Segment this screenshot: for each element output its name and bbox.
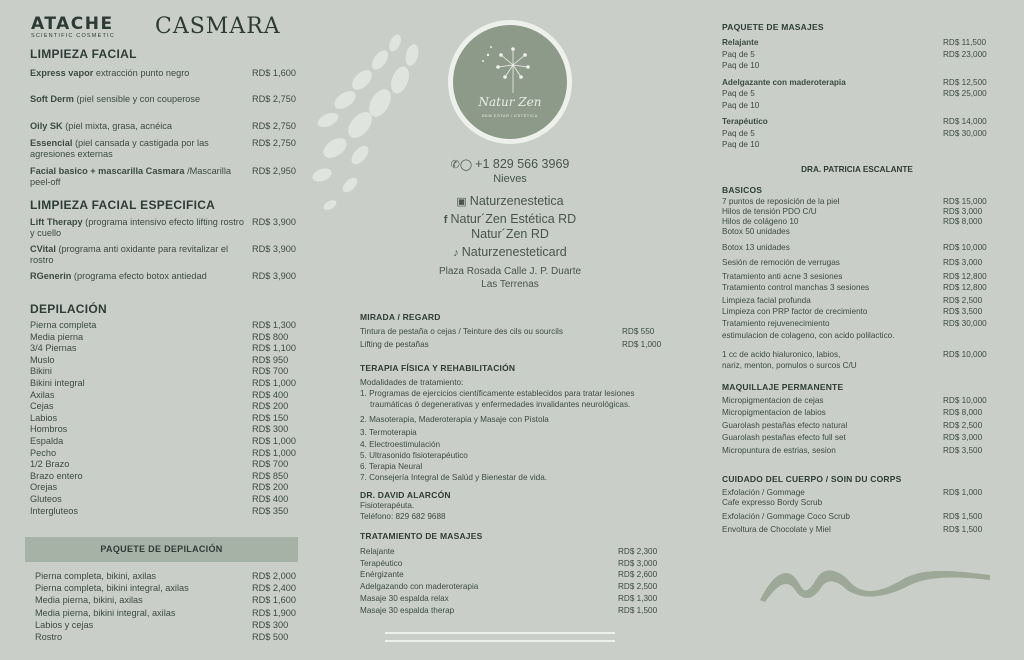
service-name: Lift Therapy xyxy=(30,217,83,227)
service-price: RD$ 1,000 xyxy=(622,340,662,349)
service-price: RD$ 12,800 xyxy=(943,283,987,292)
section-title-mirada: MIRADA / REGARD xyxy=(360,312,441,322)
service-price: RD$ 15,000 xyxy=(943,197,987,206)
logo-tagline: BEM ESTAR / ESTÉTICA xyxy=(482,113,538,118)
brand-logos xyxy=(25,14,300,40)
service-price: RD$ 12,800 xyxy=(943,272,987,281)
service-price: RD$ 2,500 xyxy=(618,582,658,592)
service-price: RD$ 3,500 xyxy=(943,445,983,455)
facebook-icon: f xyxy=(443,214,448,226)
service-price: RD$ 2,500 xyxy=(943,420,983,430)
section-title-limpieza-facial: LIMPIEZA FACIAL xyxy=(30,47,137,61)
atache-logo: ATACHE xyxy=(31,14,114,34)
service-price: RD$ 2,600 xyxy=(618,570,658,580)
service-name: Media pierna, bikini, axilas xyxy=(35,595,143,606)
service-name: Pierna completa xyxy=(30,320,97,330)
service-price: RD$ 2,500 xyxy=(943,296,983,305)
service-name: Rostro xyxy=(35,632,63,642)
service-name: Sesión de remoción de verrugas xyxy=(722,258,840,267)
instagram-icon: ▣ xyxy=(456,196,467,208)
contact-phone[interactable]: ✆◯ +1 829 566 3969 xyxy=(450,157,570,171)
service-price: RD$ 3,500 xyxy=(943,307,983,316)
service-name: Cafe expresso Bordy Scrub xyxy=(722,498,823,507)
service-price: RD$ 2,750 xyxy=(252,138,296,148)
service-name: Orejas xyxy=(30,482,58,493)
service-price: RD$ 400 xyxy=(252,494,289,504)
service-name: Hombros xyxy=(30,424,68,435)
service-price: RD$ 300 xyxy=(252,619,289,630)
section-title-limpieza-especifica: LIMPIEZA FACIAL ESPECIFICA xyxy=(30,198,216,212)
service-name: Botox 13 unidades xyxy=(722,243,790,252)
service-price: RD$ 1,600 xyxy=(252,68,296,78)
package-sub-price: RD$ 30,000 xyxy=(943,128,987,138)
package-sub-price: RD$ 23,000 xyxy=(943,49,987,59)
service-price: RD$ 3,900 xyxy=(252,271,296,281)
service-name: Hilos de tensión PDO C/U xyxy=(722,207,817,216)
casmara-logo: CASMARA xyxy=(155,14,281,39)
service-price: RD$ 3,000 xyxy=(618,558,658,568)
service-name: Exfolación / Gommage Coco Scrub xyxy=(722,512,850,521)
service-description: (programa efecto botox antiedad xyxy=(73,271,207,281)
service-description: (piel sensible y con couperose xyxy=(76,94,201,104)
package-price: RD$ 14,000 xyxy=(943,117,987,126)
service-name: Tratamiento anti acne 3 sesiones xyxy=(722,272,843,281)
section-title-paquete-masajes: PAQUETE DE MASAJES xyxy=(722,22,824,32)
service-price: RD$ 400 xyxy=(252,389,289,400)
package-name: Relajante xyxy=(722,38,759,47)
service-price: RD$ 1,000 xyxy=(252,436,296,446)
service-price: RD$ 550 xyxy=(622,327,655,336)
tiktok-icon: ♪ xyxy=(453,247,459,259)
service-price: RD$ 1,000 xyxy=(943,488,983,497)
service-price: RD$ 30,000 xyxy=(943,319,987,328)
service-price: RD$ 1,600 xyxy=(252,595,296,606)
service-name: Tintura de pestaña o cejas / Teinture des cils ou sourcils xyxy=(360,327,563,336)
therapy-text: 4. Electroestimulación xyxy=(360,440,441,449)
therapy-text: 7. Consejería Integral de Salúd y Bienestar de vida. xyxy=(360,473,548,482)
service-name: estimulacion de colageno, con acido polilactico. xyxy=(722,331,895,340)
service-price: RD$ 2,000 xyxy=(252,571,296,581)
service-name: Relajante xyxy=(360,547,395,556)
service-name: Hilos de colágeno 10 xyxy=(722,217,799,226)
section-title-depilacion: DEPILACIÓN xyxy=(30,302,108,316)
service-name: Brazo entero xyxy=(30,470,83,481)
service-name: Tratamiento control manchas 3 sesiones xyxy=(722,283,870,292)
section-title-basicos: BASICOS xyxy=(722,185,763,195)
service-name: Micropigmentacion de cejas xyxy=(722,396,824,405)
service-name: Enérgizante xyxy=(360,570,404,580)
service-name: CVital xyxy=(30,244,56,254)
package-sub-name: Paq de 5 xyxy=(722,89,755,98)
service-price: RD$ 3,900 xyxy=(252,244,296,254)
service-price: RD$ 150 xyxy=(252,412,289,423)
contact-name: Nieves xyxy=(493,173,527,185)
package-sub-price: RD$ 25,000 xyxy=(943,89,987,98)
atache-logo-subtitle: SCIENTIFIC COSMETIC xyxy=(31,33,115,39)
service-price: RD$ 800 xyxy=(252,331,289,342)
therapy-text: 5. Ultrasonido fisioterapéutico xyxy=(360,451,468,460)
service-name: 3/4 Piernas xyxy=(30,343,77,354)
service-price: RD$ 950 xyxy=(252,354,289,365)
service-name: Micropigmentacion de labios xyxy=(722,408,826,418)
service-name: Tratamiento rejuvenecimiento xyxy=(722,319,830,328)
package-sub-name: Paq de 10 xyxy=(722,100,760,110)
section-title-terapia: TERAPIA FÍSICA Y REHABILITACIÓN xyxy=(360,363,516,373)
service-name: Masaje 30 espalda relax xyxy=(360,593,449,603)
service-name: Oily SK xyxy=(30,121,63,131)
service-price: RD$ 1,500 xyxy=(943,525,983,534)
section-title-maquillaje: MAQUILLAJE PERMANENTE xyxy=(722,382,844,392)
service-name: Limpieza con PRP factor de crecimiento xyxy=(722,307,868,316)
service-name: Essencial xyxy=(30,138,73,148)
service-price: RD$ 8,000 xyxy=(943,217,983,226)
service-price: RD$ 1,100 xyxy=(252,343,296,354)
service-price: RD$ 3,000 xyxy=(943,258,983,267)
service-name: Labios xyxy=(30,412,58,423)
package-sub-name: Paq de 10 xyxy=(722,61,760,70)
service-name: Micropuntura de estrias, sesion xyxy=(722,445,836,455)
package-name: Terapéutico xyxy=(722,117,768,126)
service-price: RD$ 2,750 xyxy=(252,121,296,131)
service-name: Facial basico + mascarilla Casmara xyxy=(30,166,185,176)
service-name: Bikini xyxy=(30,366,52,377)
service-price: RD$ 3,000 xyxy=(943,207,983,216)
service-name: Media pierna, bikini integral, axilas xyxy=(35,607,176,618)
package-price: RD$ 12,500 xyxy=(943,77,987,87)
service-description: (programa intensivo efecto lifting rostro y cuello xyxy=(30,217,244,238)
service-name: Terapéutico xyxy=(360,558,403,568)
service-description: extracción punto negro xyxy=(95,68,190,78)
service-price: RD$ 2,400 xyxy=(252,583,296,594)
paquete-depilacion-title: PAQUETE DE DEPILACIÓN xyxy=(100,544,223,554)
service-price: RD$ 350 xyxy=(252,505,289,516)
service-price: RD$ 1,000 xyxy=(252,447,296,458)
contact-facebook-2: Natur´Zen RD xyxy=(471,227,549,241)
service-price: RD$ 3,000 xyxy=(943,433,983,443)
service-name: Express vapor xyxy=(30,68,94,78)
service-price: RD$ 1,500 xyxy=(943,512,983,521)
logo-script-text: Natur Zen xyxy=(478,95,542,109)
service-price: RD$ 2,950 xyxy=(252,166,296,176)
service-price: RD$ 10,000 xyxy=(943,396,987,405)
service-price: RD$ 1,900 xyxy=(252,607,296,618)
section-title-tratamiento-masajes: TRATAMIENTO DE MASAJES xyxy=(360,531,483,541)
service-name: Limpieza facial profunda xyxy=(722,296,811,305)
service-name: 7 puntos de reposición de la piel xyxy=(722,197,840,206)
service-price: RD$ 700 xyxy=(252,459,289,470)
service-name: Pierna completa, bikini integral, axilas xyxy=(35,583,189,594)
column-left xyxy=(25,0,300,660)
paquete-depilacion-header xyxy=(25,537,298,562)
service-name: Gluteos xyxy=(30,494,62,504)
package-price: RD$ 11,500 xyxy=(943,38,987,47)
address-line-1: Plaza Rosada Calle J. P. Duarte xyxy=(438,266,582,277)
package-name: Adelgazante con maderoterapia xyxy=(722,77,846,87)
service-price: RD$ 850 xyxy=(252,470,289,481)
service-price: RD$ 200 xyxy=(252,482,289,493)
service-price: RD$ 1,300 xyxy=(618,593,658,603)
service-name: nariz, menton, pomulos o surcos C/U xyxy=(722,361,857,370)
service-price: RD$ 2,750 xyxy=(252,94,296,104)
service-description: /Mascarilla peel-off xyxy=(30,166,231,187)
service-price: RD$ 2,300 xyxy=(618,547,658,556)
service-name: Lifting de pestañas xyxy=(360,340,429,349)
service-price: RD$ 1,300 xyxy=(252,320,296,330)
service-price: RD$ 500 xyxy=(252,632,289,642)
service-name: Masaje 30 espalda therap xyxy=(360,605,455,615)
therapy-text: 3. Termoterapia xyxy=(360,428,417,437)
service-description: (programa anti oxidante para revitalizar el rostro xyxy=(30,244,228,265)
therapy-text: 2. Masoterapia, Maderoterapia y Masaje con Pistola xyxy=(360,415,549,424)
service-price: RD$ 1,500 xyxy=(618,605,658,615)
address-line-2: Las Terrenas xyxy=(481,279,539,290)
service-price: RD$ 300 xyxy=(252,424,289,435)
service-name: Labios y cejas xyxy=(35,619,94,630)
service-name: Media pierna xyxy=(30,331,84,342)
service-name: Envoltura de Chocolate y Miel xyxy=(722,525,831,534)
service-name: Pecho xyxy=(30,447,57,458)
service-description: (piel mixta, grasa, acnéica xyxy=(65,121,172,131)
contact-facebook[interactable]: f Natur´Zen Estética RD xyxy=(443,212,577,226)
service-name: Muslo xyxy=(30,354,55,365)
service-name: Cejas xyxy=(30,401,54,412)
doctor-name: DR. DAVID ALARCÓN xyxy=(360,490,451,500)
service-name: Pierna completa, bikini, axilas xyxy=(35,571,157,581)
service-description: (piel cansada y castigada por las agresiones externas xyxy=(30,138,209,159)
service-name: Bikini integral xyxy=(30,378,85,388)
package-sub-name: Paq de 5 xyxy=(722,49,755,59)
doctor-patricia-title: DRA. PATRICIA ESCALANTE xyxy=(801,165,913,174)
service-name: Soft Derm xyxy=(30,94,74,104)
service-name: Exfolación / Gommage xyxy=(722,488,805,497)
service-price: RD$ 200 xyxy=(252,401,289,412)
service-name: Guarolash pestañas efecto full set xyxy=(722,433,846,443)
contact-instagram[interactable]: ▣ Naturzenestetica xyxy=(456,194,564,208)
service-name: Botox 50 unidades xyxy=(722,227,790,236)
service-name: RGenerin xyxy=(30,271,72,281)
therapy-text: traumáticas ó degenerativas y enfermedades invalidantes neurológicas. xyxy=(370,400,631,409)
service-name: 1 cc de acido hialuronico, labios, xyxy=(722,350,841,359)
service-name: Guarolash pestañas efecto natural xyxy=(722,420,848,430)
service-price: RD$ 1,000 xyxy=(252,378,296,388)
package-sub-name: Paq de 10 xyxy=(722,140,760,149)
contact-tiktok[interactable]: ♪ Naturzenesteticard xyxy=(453,245,567,259)
service-name: 1/2 Brazo xyxy=(30,459,70,470)
service-name: Intergluteos xyxy=(30,505,79,516)
package-sub-name: Paq de 5 xyxy=(722,128,755,138)
phone-whatsapp-icon: ✆◯ xyxy=(450,159,473,171)
service-price: RD$ 3,900 xyxy=(252,217,296,227)
therapy-text: 1. Programas de ejercicios científicamente establecidos para tratar lesiones xyxy=(360,389,635,398)
therapy-text: 6. Terapia Neural xyxy=(360,462,423,471)
service-name: Axilas xyxy=(30,389,55,400)
section-title-cuidado: CUIDADO DEL CUERPO / SOIN DU CORPS xyxy=(722,474,902,484)
service-price: RD$ 700 xyxy=(252,366,289,377)
divider-line xyxy=(385,640,615,642)
divider-line xyxy=(385,632,615,634)
service-name: Adelgazando con maderoterapia xyxy=(360,582,479,592)
service-price: RD$ 8,000 xyxy=(943,408,983,418)
service-price: RD$ 10,000 xyxy=(943,243,987,252)
wave-decoration xyxy=(755,560,995,605)
column-center: ✆◯ +1 829 566 3969 Nieves ▣ Naturzenestetica f Natur´Zen Estética RD Natur´Zen RD ♪ Naturzenesteticard Plaza Rosada Calle J. P. Duarte Las Terrenas MIRADA / REGARD Tintura de pestaña o cejas / Teinture des cils ou sourcils RD$ 550 Lifting de pestañas RD$ 1,000 TERAPIA FÍSICA Y REHABILITACIÓN Modalidades de tratamiento: 1. Programas de ejercicios científicamente establecidos para tratar lesiones traumáticas ó degenerativas y enfermedades invalidantes neurológicas. 2. Masoterapia, Maderoterapia y Masaje con Pistola 3. Termoterapia 4. Electroestimulación 5. Ultrasonido fisioterapéutico 6. Terapia Neural 7. Consejería Integral de Salúd y Bienestar de vida. DR. DAVID ALARCÓN Fisioterapéuta. Teléfono: 829 682 9688 TRATAMIENTO DE MASAJES Relajante RD$ 2,300 Terapéutico RD$ 3,000 Enérgizante RD$ 2,600 Adelgazando con maderoterapia RD$ 2,500 Masaje 30 espalda relax RD$ 1,300 Masaje 30 espalda therap RD$ 1,500 xyxy=(355,0,665,660)
service-price: RD$ 10,000 xyxy=(943,350,987,359)
service-name: Espalda xyxy=(30,436,64,446)
